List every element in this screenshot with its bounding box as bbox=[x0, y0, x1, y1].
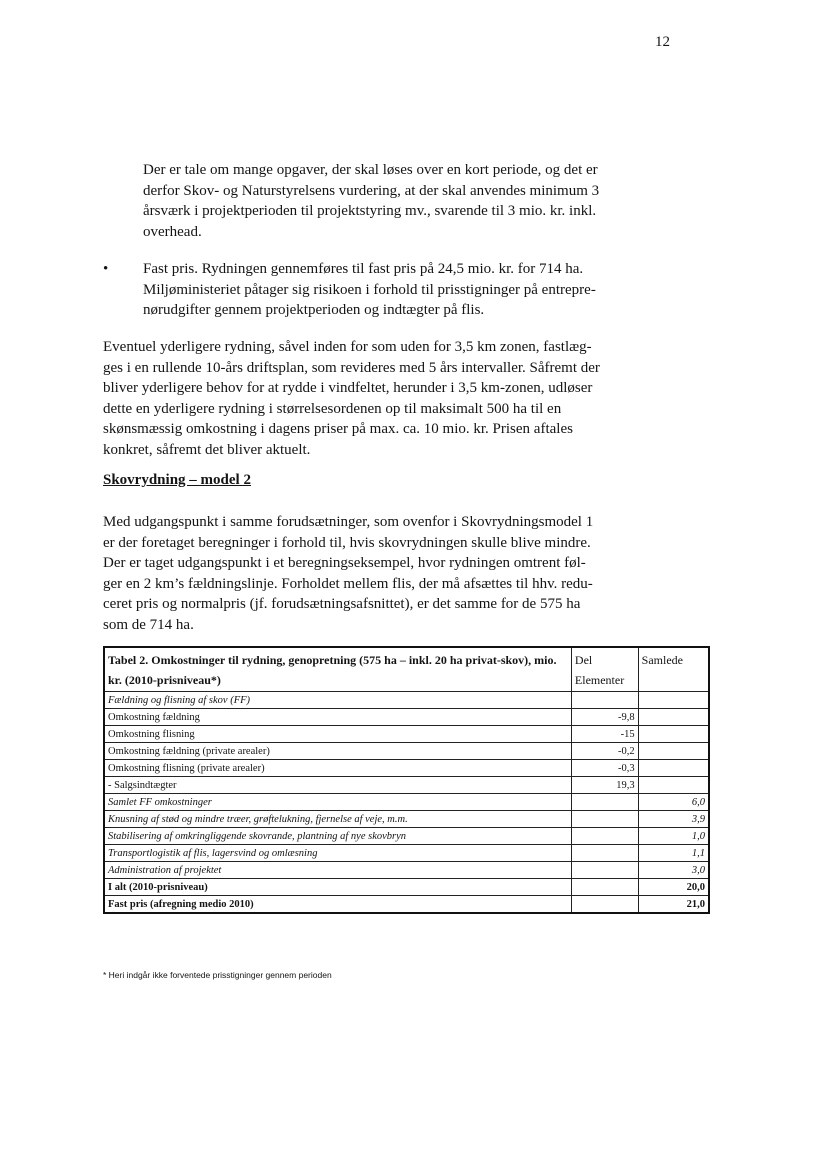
text-line: derfor Skov- og Naturstyrelsens vurdering, at der skal anvendes minimum 3 bbox=[143, 182, 600, 199]
row-del-value bbox=[571, 828, 638, 845]
column-header-samlede: Samlede bbox=[638, 647, 709, 692]
row-del-value bbox=[571, 879, 638, 896]
table-row bbox=[104, 760, 709, 777]
row-del-value: 19,3 bbox=[571, 777, 638, 794]
text-line: nørudgifter gennem projektperioden og indtægter på flis. bbox=[143, 302, 485, 318]
row-del-value bbox=[571, 896, 638, 914]
column-header-del-elementer: Del Elementer bbox=[571, 647, 638, 692]
text-line: er der foretaget beregninger i forhold til, hvis skovrydningen skulle blive mindre. bbox=[103, 534, 591, 551]
row-del-value: -0,3 bbox=[571, 760, 638, 777]
row-samlede-value: 1,0 bbox=[638, 828, 709, 845]
text-line: Miljøministeriet påtager sig risikoen i forhold til prisstigninger på entrepre- bbox=[143, 281, 596, 298]
row-samlede-value bbox=[638, 692, 709, 709]
text-line: som de 714 ha. bbox=[103, 616, 194, 633]
text-line: ger en 2 km’s fældningslinje. Forholdet mellem flis, der må afsættes til hhv. redu- bbox=[103, 575, 593, 592]
bullet-fixed-price bbox=[143, 259, 643, 321]
row-label: I alt (2010-prisniveau) bbox=[104, 879, 571, 896]
section-heading: Skovrydning – model 2 bbox=[103, 472, 251, 488]
table-row bbox=[104, 794, 709, 811]
text-line: konkret, såfremt det bliver aktuelt. bbox=[103, 441, 311, 458]
table-row bbox=[104, 845, 709, 862]
row-samlede-value bbox=[638, 726, 709, 743]
page-number: 12 bbox=[655, 34, 670, 50]
text-line: dette en yderligere rydning i størrelsesordenen op til maksimalt 500 ha til en bbox=[103, 400, 562, 417]
table-row-total bbox=[104, 879, 709, 896]
row-samlede-value: 21,0 bbox=[638, 896, 709, 914]
row-label: Transportlogistik af flis, lagersvind og omlæsning bbox=[104, 845, 571, 862]
row-del-value bbox=[571, 862, 638, 879]
table-row bbox=[104, 777, 709, 794]
table-row bbox=[104, 692, 709, 709]
row-del-value bbox=[571, 811, 638, 828]
row-samlede-value bbox=[638, 777, 709, 794]
row-label: Omkostning fældning (private arealer) bbox=[104, 743, 571, 760]
row-label: Administration af projektet bbox=[104, 862, 571, 879]
text-line: skønsmæssig omkostning i dagens priser på max. ca. 10 mio. kr. Prisen aftales bbox=[103, 421, 573, 437]
text-line: ceret pris og normalpris (jf. forudsætningsafsnittet), er det samme for de 575 ha bbox=[103, 596, 581, 612]
row-del-value bbox=[571, 692, 638, 709]
row-label: Samlet FF omkostninger bbox=[104, 794, 571, 811]
row-label: Omkostning fældning bbox=[104, 709, 571, 726]
table-row bbox=[104, 726, 709, 743]
row-samlede-value bbox=[638, 743, 709, 760]
table-title: Tabel 2. Omkostninger til rydning, genopretning (575 ha – inkl. 20 ha privat-skov), mio. kr. (2010-prisniveau*) bbox=[104, 647, 571, 692]
row-del-value bbox=[571, 845, 638, 862]
table-header-row bbox=[104, 647, 709, 692]
text-line: Eventuel yderligere rydning, såvel inden for som uden for 3,5 km zonen, fastlæg- bbox=[103, 339, 592, 355]
row-del-value: -0,2 bbox=[571, 743, 638, 760]
table-row bbox=[104, 862, 709, 879]
text-line: overhead. bbox=[143, 223, 202, 240]
row-label: Fældning og flisning af skov (FF) bbox=[104, 692, 571, 709]
row-samlede-value: 1,1 bbox=[638, 845, 709, 862]
row-del-value: -9,8 bbox=[571, 709, 638, 726]
text-line: Der er taget udgangspunkt i et beregningseksempel, hvor rydningen omtrent føl- bbox=[103, 555, 586, 571]
row-samlede-value bbox=[638, 709, 709, 726]
table-row bbox=[104, 743, 709, 760]
row-samlede-value: 6,0 bbox=[638, 794, 709, 811]
row-label: Fast pris (afregning medio 2010) bbox=[104, 896, 571, 914]
row-label: Stabilisering af omkringliggende skovrande, plantning af nye skovbryn bbox=[104, 828, 571, 845]
row-samlede-value: 20,0 bbox=[638, 879, 709, 896]
text-line: bliver yderligere behov for at rydde i vindfeltet, herunder i 3,5 km-zonen, udløser bbox=[103, 380, 593, 396]
table-footnote: * Heri indgår ikke forventede prisstigninger gennem perioden bbox=[103, 970, 332, 980]
row-label: Omkostning flisning (private arealer) bbox=[104, 760, 571, 777]
paragraph-model-2 bbox=[103, 512, 643, 635]
text-line: ges i en rullende 10-års driftsplan, som revideres med 5 års intervaller. Såfremt der bbox=[103, 359, 600, 376]
paragraph-project-management bbox=[143, 160, 643, 242]
bullet-marker: • bbox=[103, 261, 109, 277]
row-del-value: -15 bbox=[571, 726, 638, 743]
table-row bbox=[104, 828, 709, 845]
text-line: årsværk i projektperioden til projektstyring mv., svarende til 3 mio. kr. inkl. bbox=[143, 203, 597, 219]
row-del-value bbox=[571, 794, 638, 811]
table-row bbox=[104, 709, 709, 726]
text-line: Med udgangspunkt i samme forudsætninger, som ovenfor i Skovrydningsmodel 1 bbox=[103, 514, 594, 530]
row-samlede-value: 3,9 bbox=[638, 811, 709, 828]
row-label: Knusning af stød og mindre træer, grøftelukning, fjernelse af veje, m.m. bbox=[104, 811, 571, 828]
paragraph-additional-clearing bbox=[103, 337, 643, 460]
row-samlede-value bbox=[638, 760, 709, 777]
table-row bbox=[104, 811, 709, 828]
row-label: Omkostning flisning bbox=[104, 726, 571, 743]
row-samlede-value: 3,0 bbox=[638, 862, 709, 879]
row-label: - Salgsindtægter bbox=[104, 777, 571, 794]
table-row-fixed-price bbox=[104, 896, 709, 914]
cost-table bbox=[103, 646, 710, 914]
text-line: Fast pris. Rydningen gennemføres til fast pris på 24,5 mio. kr. for 714 ha. bbox=[143, 261, 584, 277]
text-line: Der er tale om mange opgaver, der skal løses over en kort periode, og det er bbox=[143, 162, 598, 178]
